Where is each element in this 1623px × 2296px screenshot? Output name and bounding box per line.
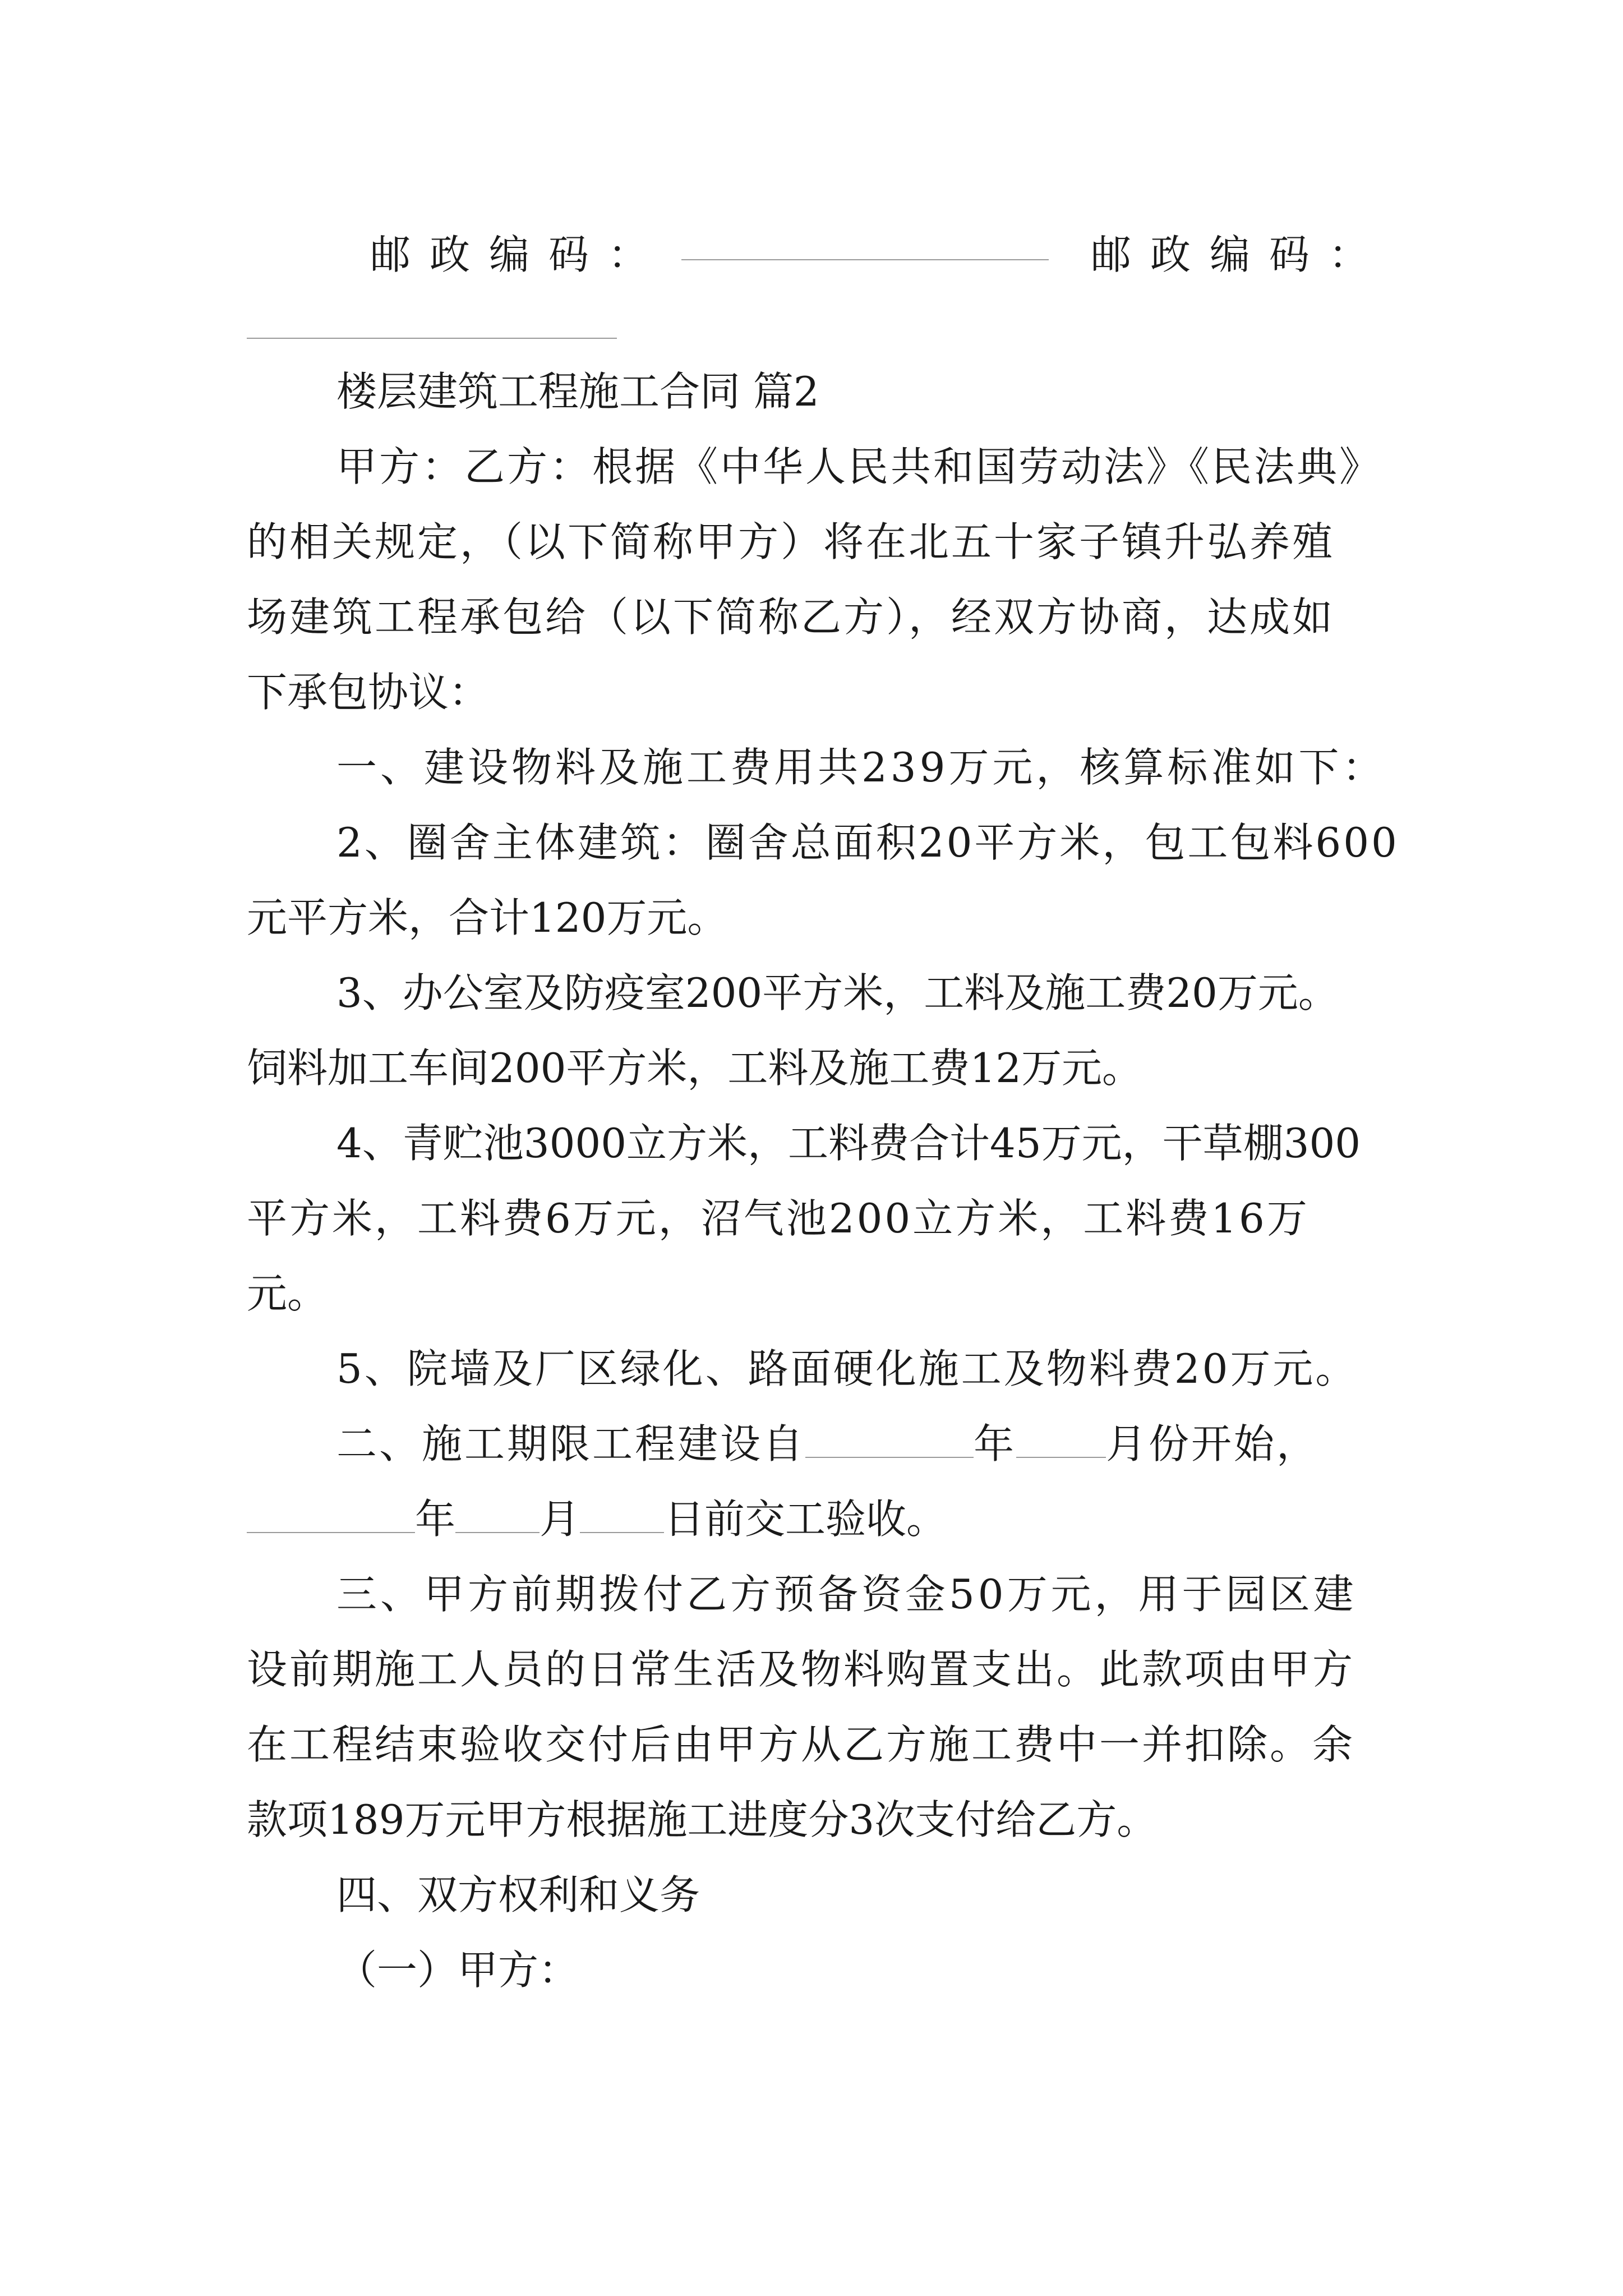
paragraph-line: 元平方米，合计120万元。 (247, 894, 728, 941)
paragraph-line: 元。 (247, 1270, 328, 1317)
paragraph-line: （一）甲方： (336, 1947, 579, 1994)
paragraph-line: 在工程结束验收交付后由甲方从乙方施工费中一并扣除。余 (247, 1721, 1355, 1768)
day-blank (580, 1527, 664, 1533)
paragraph-line: 饲料加工车间200平方米，工料及施工费12万元。 (247, 1045, 1143, 1092)
period-line-2 (247, 1496, 947, 1543)
paragraph-line: 5、院墙及厂区绿化、路面硬化施工及物料费20万元。 (336, 1345, 1358, 1392)
paragraph-line: 四、双方权利和义务 (336, 1871, 700, 1918)
paragraph-line: 的相关规定，（以下简称甲方）将在北五十家子镇升弘养殖 (247, 518, 1335, 565)
postal-code-label-left: 邮政编码： (370, 231, 668, 278)
postal-code-blank-right (247, 338, 617, 339)
paragraph-line: 甲方：乙方：根据《中华人民共和国劳动法》《民法典》 (336, 443, 1382, 490)
period-text: 日前交工验收。 (664, 1496, 947, 1543)
postal-code-label-right: 邮政编码： (1091, 231, 1389, 278)
period-line-1 (336, 1420, 1320, 1467)
paragraph-line: 款项189万元甲方根据施工进度分3次支付给乙方。 (247, 1796, 1158, 1843)
month-blank (455, 1527, 540, 1533)
postal-code-blank-left (681, 259, 1049, 260)
month-blank (1016, 1452, 1106, 1458)
period-text: 月 (540, 1496, 580, 1543)
period-text: 月份开始， (1106, 1420, 1320, 1467)
paragraph-line: 平方米，工料费6万元，沼气池200立方米，工料费16万 (247, 1195, 1310, 1242)
year-blank (805, 1452, 974, 1458)
section-title: 楼层建筑工程施工合同 篇2 (336, 368, 819, 415)
paragraph-line: 下承包协议： (247, 669, 490, 716)
year-blank (247, 1527, 415, 1533)
paragraph-line: 4、青贮池3000立方米，工料费合计45万元，干草棚300 (336, 1120, 1361, 1167)
paragraph-line: 3、办公室及防疫室200平方米，工料及施工费20万元。 (336, 969, 1339, 1016)
paragraph-line: 2、圈舍主体建筑：圈舍总面积20平方米，包工包料600 (336, 819, 1399, 866)
period-text: 年 (415, 1496, 456, 1543)
paragraph-line: 三、甲方前期拨付乙方预备资金50万元，用于园区建 (336, 1571, 1357, 1618)
paragraph-line: 一、建设物料及施工费用共239万元，核算标准如下： (336, 744, 1386, 791)
paragraph-line: 场建筑工程承包给（以下简称乙方），经双方协商，达成如 (247, 593, 1335, 641)
paragraph-line: 设前期施工人员的日常生活及物料购置支出。此款项由甲方 (247, 1646, 1355, 1693)
period-text: 年 (974, 1420, 1017, 1467)
period-text: 二、施工期限工程建设自 (336, 1420, 806, 1467)
